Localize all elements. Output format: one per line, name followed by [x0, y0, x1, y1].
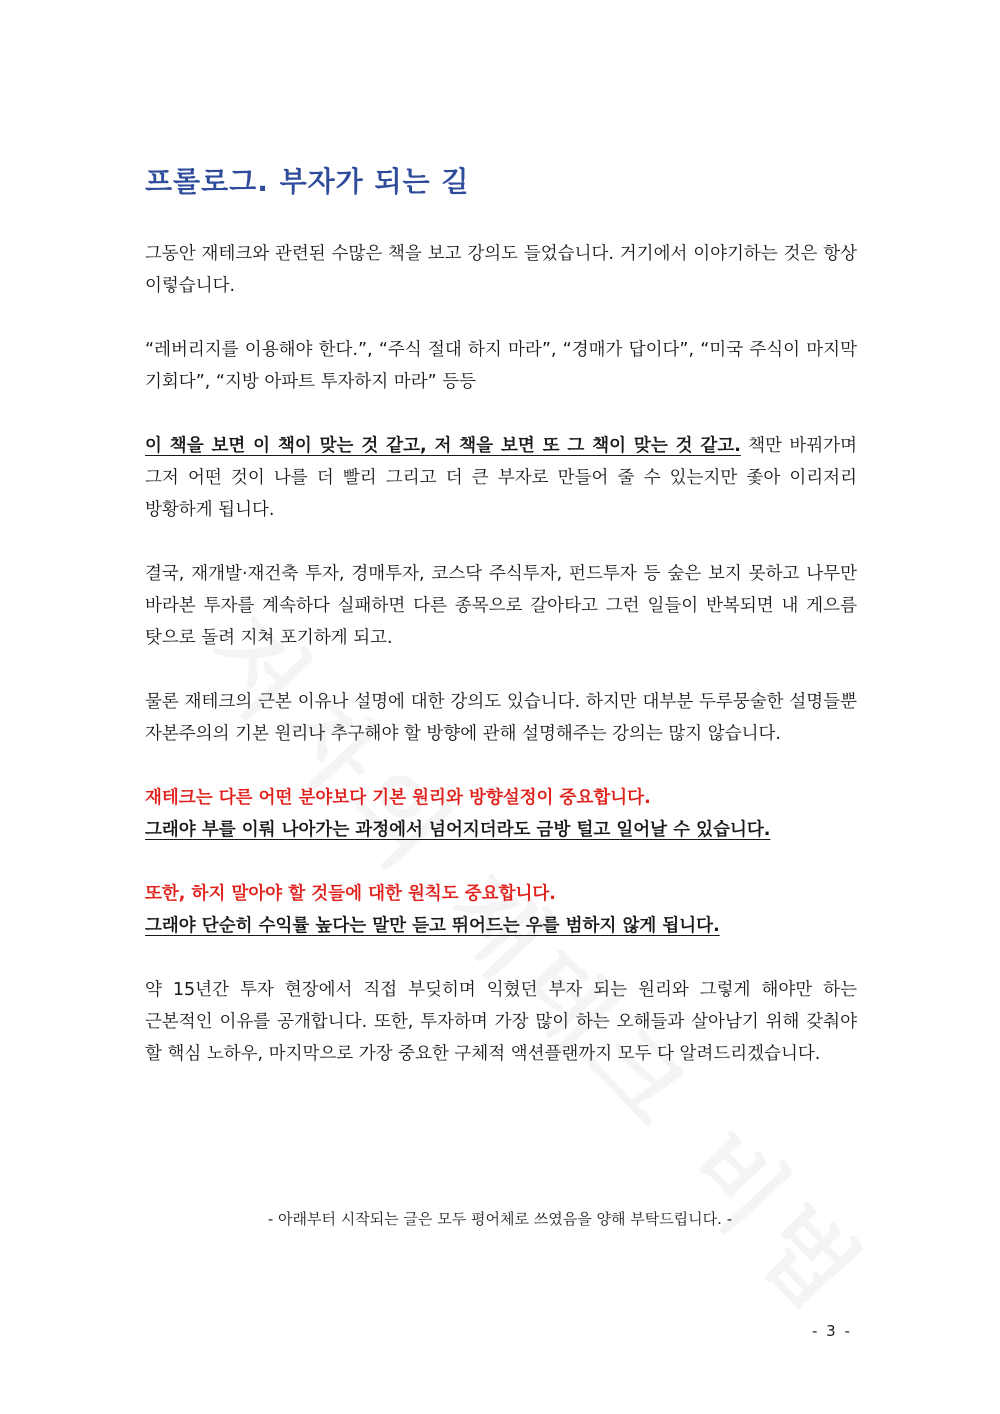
emphasis-rules-underline: 그래야 단순히 수익률 높다는 말만 듣고 뛰어드는 우를 범하지 않게 됩니다.	[145, 916, 720, 936]
emphasis-block-rules	[145, 878, 857, 942]
paragraph-books-emphasis: 이 책을 보면 이 책이 맞는 것 같고, 저 책을 보면 또 그 책이 맞는 것 같고.	[145, 436, 741, 456]
emphasis-principles-red: 재테크는 다른 어떤 분야보다 기본 원리와 방향설정이 중요합니다.	[145, 788, 651, 808]
emphasis-principles-underline: 그래야 부를 이뤄 나아가는 과정에서 넘어지더라도 금방 털고 일어날 수 있습니다.	[145, 820, 771, 840]
emphasis-rules-red: 또한, 하지 말아야 할 것들에 대한 원칙도 중요합니다.	[145, 884, 556, 904]
paragraph-closing: 약 15년간 투자 현장에서 직접 부딪히며 익혔던 부자 되는 원리와 그렇게 해야만 하는 근본적인 이유를 공개합니다. 또한, 투자하며 가장 많이 하는 오해들과 살아남기 위해 갖춰야 할 핵심 노하우, 마지막으로 가장 중요한 구체적 액션플랜까지 모두 다 알려드리겠습니다.	[145, 980, 857, 1064]
paragraph-intro: 그동안 재테크와 관련된 수많은 책을 보고 강의도 들었습니다. 거기에서 이야기하는 것은 항상 이렇습니다.	[145, 244, 857, 296]
paragraph-books-rest: 책만 바꿔가며 그저 어떤 것이 나를 더 빨리 그리고 더 큰 부자로 만들어 줄 수 있는지만 좇아 이리저리 방황하게 됩니다.	[145, 436, 857, 520]
paragraph-failure: 결국, 재개발·재건축 투자, 경매투자, 코스닥 주식투자, 펀드투자 등 숲은 보지 못하고 나무만 바라본 투자를 계속하다 실패하면 다른 종목으로 갈아타고 그런 일들이 반복되면 내 게으름 탓으로 돌려 지쳐 포기하게 되고.	[145, 564, 857, 648]
page-title: 프롤로그. 부자가 되는 길	[145, 165, 470, 198]
body-text	[145, 238, 857, 1070]
footnote: - 아래부터 시작되는 글은 모두 평어체로 쓰였음을 양해 부탁드립니다. -	[267, 1210, 733, 1228]
emphasis-block-principles	[145, 782, 857, 846]
paragraph-quotes: “레버리지를 이용해야 한다.”, “주식 절대 하지 마라”, “경매가 답이다”, “미국 주식이 마지막 기회다”, “지방 아파트 투자하지 마라” 등등	[145, 340, 857, 392]
page-number: - 3 -	[812, 1322, 852, 1340]
paragraph-books	[145, 430, 857, 526]
paragraph-lectures: 물론 재테크의 근본 이유나 설명에 대한 강의도 있습니다. 하지만 대부분 두루뭉술한 설명들뿐 자본주의의 기본 원리나 추구해야 할 방향에 관해 설명해주는 강의는 많지 않습니다.	[145, 692, 857, 744]
